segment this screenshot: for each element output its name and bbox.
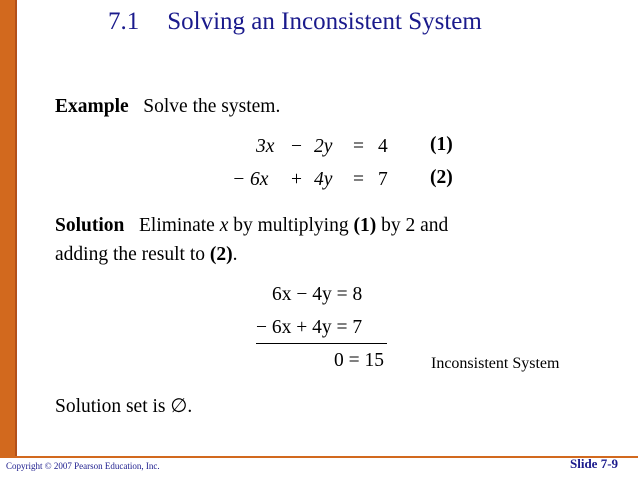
example-line bbox=[55, 96, 280, 118]
eq1-term-a: 3x bbox=[256, 136, 275, 157]
solution-ref-2: (2) bbox=[209, 244, 233, 265]
solution-var-x: x bbox=[219, 215, 229, 236]
solution-ref-1: (1) bbox=[353, 215, 377, 236]
eq1-rhs: 4 bbox=[378, 136, 388, 157]
conclusion: Solution set is ∅. bbox=[55, 396, 193, 417]
eq1-tag-text: (1) bbox=[430, 134, 453, 155]
inconsistent-note: Inconsistent System bbox=[431, 355, 560, 372]
copyright: Copyright © 2007 Pearson Education, Inc. bbox=[6, 461, 160, 471]
eq1-term-b-text: 2y bbox=[314, 136, 333, 157]
solution-line-2 bbox=[55, 244, 238, 266]
solution-text-a: Eliminate bbox=[139, 215, 220, 236]
eq1-term-b bbox=[314, 136, 332, 158]
solution-label: Solution bbox=[55, 215, 125, 236]
sum-rule bbox=[256, 343, 387, 344]
work-line-1: 6x − 4y = 8 bbox=[272, 284, 363, 305]
footer-rule bbox=[0, 456, 638, 458]
solution-text-b: by multiplying bbox=[228, 215, 354, 236]
eq1-operator: − bbox=[291, 136, 302, 157]
example-label: Example bbox=[55, 96, 129, 117]
side-accent-bar bbox=[0, 0, 17, 456]
equation-2 bbox=[232, 169, 268, 191]
slide-number: Slide 7-9 bbox=[570, 456, 619, 471]
solution-text-d: adding the result to bbox=[55, 244, 210, 265]
example-text: Solve the system. bbox=[143, 96, 281, 117]
eq2-rhs: 7 bbox=[378, 169, 388, 190]
slide-title bbox=[108, 8, 482, 36]
equation-1 bbox=[256, 136, 274, 158]
eq2-tag-text: (2) bbox=[430, 167, 453, 188]
solution-line-1 bbox=[55, 215, 448, 237]
eq2-term-b bbox=[314, 169, 332, 191]
section-number: 7.1 bbox=[108, 8, 140, 35]
eq2-term-a: − 6x bbox=[232, 169, 269, 190]
work-line-2: − 6x + 4y = 7 bbox=[256, 317, 363, 338]
eq2-equals: = bbox=[353, 169, 364, 190]
eq1-tag bbox=[430, 134, 453, 156]
eq2-term-b-text: 4y bbox=[314, 169, 333, 190]
eq1-equals: = bbox=[353, 136, 364, 157]
eq2-operator: + bbox=[291, 169, 302, 190]
eq2-tag bbox=[430, 167, 453, 189]
solution-text-c: by 2 and bbox=[376, 215, 449, 236]
solution-text-e: . bbox=[232, 244, 238, 265]
work-line-3: 0 = 15 bbox=[334, 350, 384, 371]
section-title: Solving an Inconsistent System bbox=[167, 8, 482, 35]
